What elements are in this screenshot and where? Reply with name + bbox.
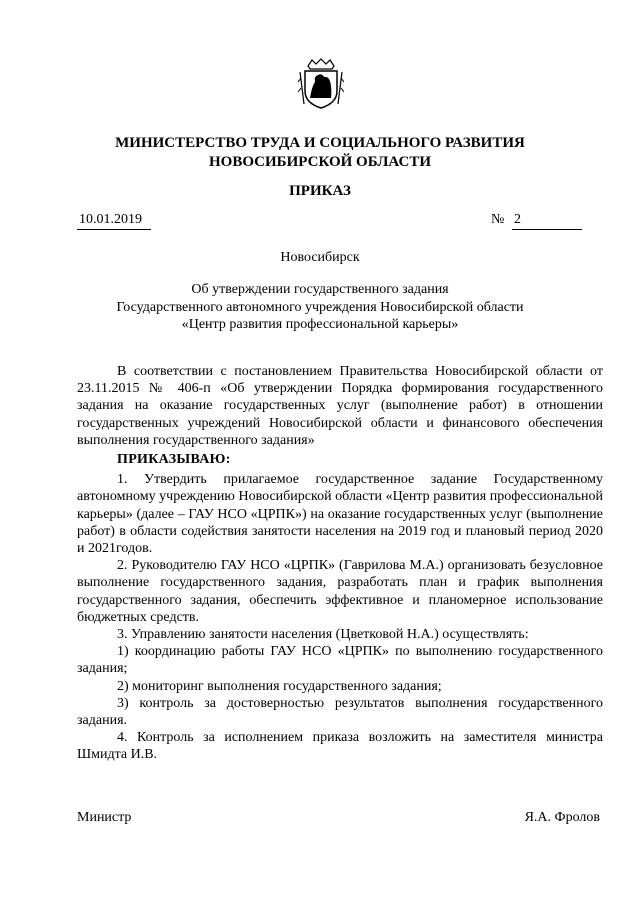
clause-2: 2. Руководителю ГАУ НСО «ЦРПК» (Гаврилова М.А.) организовать безусловное выполнение государственного задания, разработать план и график выполнения государственного задания, обеспечить эффективное и планомерное использование бюджетных средств. xyxy=(77,558,603,625)
order-word: ПРИКАЗЫВАЮ: xyxy=(117,452,231,468)
ministry-name-line-2: НОВОСИБИРСКОЙ ОБЛАСТИ xyxy=(208,154,432,170)
subject-line-3: «Центр развития профессиональной карьеры» xyxy=(181,317,459,332)
clause-1: 1. Утвердить прилагаемое государственное задание Государственному автономному учреждению Новосибирской области «Центр развития профессиональной карьеры» (далее – ГАУ НСО «ЦРПК») на оказание государственных услуг (выполнение работ) в области содействия занятости населения на 2019 год и плановый период 2020 и 2021годов. xyxy=(77,472,603,557)
city: Новосибирск xyxy=(280,250,360,265)
number-label: № xyxy=(491,212,505,227)
ministry-name xyxy=(0,134,640,172)
document-number: 2 xyxy=(512,211,582,230)
document-date: 10.01.2019 xyxy=(77,211,151,230)
clause-3-item-2: 2) мониторинг выполнения государственного задания; xyxy=(117,678,442,694)
clause-4: 4. Контроль за исполнением приказа возложить на заместителя министра Шмидта И.В. xyxy=(77,730,603,763)
clause-3: 3. Управлению занятости населения (Цветковой Н.А.) осуществлять: xyxy=(117,627,529,643)
subject-line-2: Государственного автономного учреждения Новосибирской области xyxy=(116,299,524,315)
document-body xyxy=(77,363,603,764)
subject-line-1: Об утверждении государственного задания xyxy=(191,282,449,297)
clause-3-item-1: 1) координацию работы ГАУ НСО «ЦРПК» по выполнению государственного задания; xyxy=(77,644,603,677)
ministry-name-line-1: МИНИСТЕРСТВО ТРУДА И СОЦИАЛЬНОГО РАЗВИТИЯ xyxy=(115,135,525,151)
signatory-name: Я.А. Фролов xyxy=(524,810,600,825)
document-type: ПРИКАЗ xyxy=(289,183,351,199)
coat-of-arms-emblem xyxy=(298,58,344,110)
preamble-paragraph: В соответствии с постановлением Правительства Новосибирской области от 23.11.2015 № 406-п «Об утверждении Порядка формирования государственного задания на оказание государственных услуг (выполнение работ) в отношении государственных учреждений Новосибирской области и финансового обеспечения выполнения государственного задания» xyxy=(77,364,603,448)
signatory-title: Министр xyxy=(77,810,132,825)
clause-3-item-3: 3) контроль за достоверностью результатов выполнения государственного задания. xyxy=(77,695,603,729)
document-subject xyxy=(0,281,640,334)
